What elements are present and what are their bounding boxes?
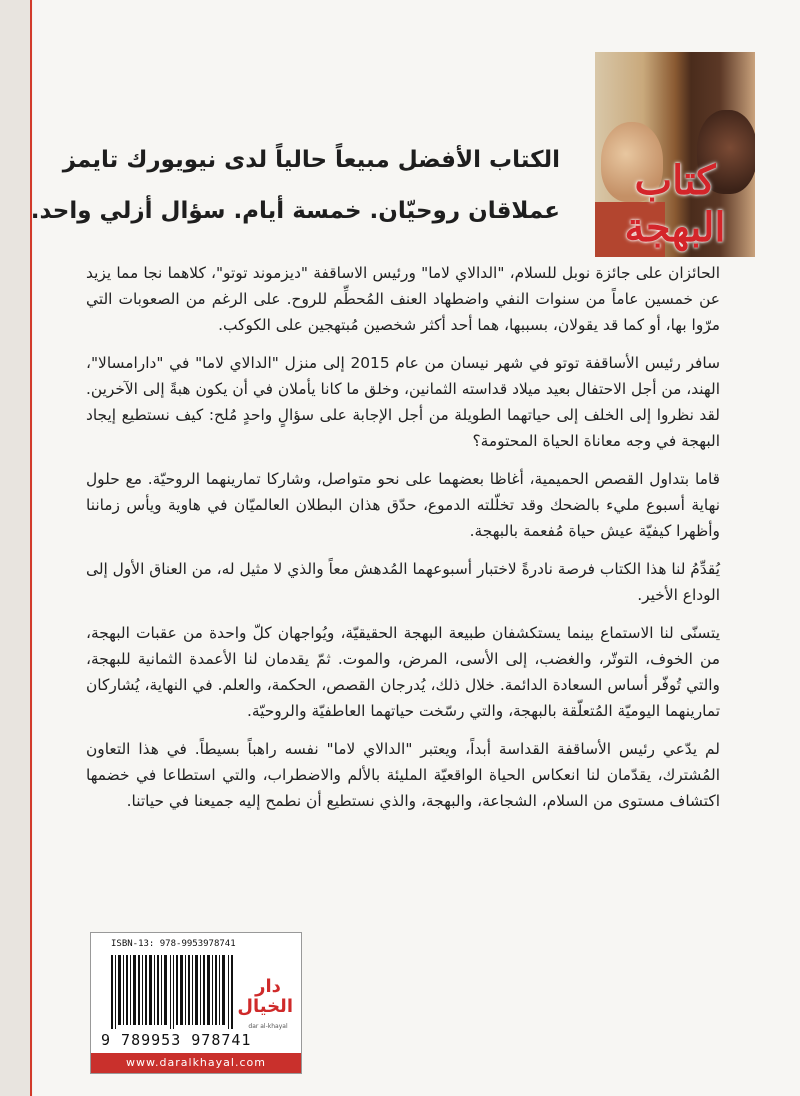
blurb-paragraph-1: الحائزان على جائزة نوبل للسلام، "الدالاي لاما" ورئيس الاساقفة "ديزموند توتو"، كلاهما نجا مما يزيد عن خمسين عاماً من سنوات النفي واضطهاد العنف المُحطِّم للروح. على الرغم من الصعوبات التي مرّوا بها، أو كما قد يقولان، بسببها، هما أحد أكثر شخصين مُبتهجين على الكوكب. xyxy=(86,264,720,334)
book-title-logo: كتاب البهجة xyxy=(624,157,726,251)
isbn-label: ISBN-13: 978-9953978741 xyxy=(111,939,236,949)
blurb-paragraph-3: قاما بتداول القصص الحميمية، أغاظا بعضهما على نحو متواصل، وشاركا تمارينهما الروحيّة. مع حلول نهاية أسبوع مليء بالضحك وقد تخلّلته الدموع، حدّق هذان البطلان العالميّان في هاوية ويأس زماننا وأظهرا كيفيّة عيش حياة مُفعمة بالبهجة. xyxy=(86,470,720,540)
publisher-name: دار الخيال xyxy=(237,976,293,1017)
spine-edge xyxy=(0,0,32,1096)
blurb-paragraph-6: لم يدّعي رئيس الأساقفة القداسة أبداً، ويعتبر "الدالاي لاما" نفسه راهباً بسيطاً. في هذا التعاون المُشترك، يقدّمان لنا انعكاس الحياة الواقعيّة المليئة بالألم والاضطراب، والتي استطاعا في خضمها اكتشاف مستوى من السلام، الشجاعة، والبهجة، والذي نستطيع أن نطمح إليه جميعنا في حياتنا. xyxy=(86,740,720,810)
blurb-paragraph-2: سافر رئيس الأساقفة توتو في شهر نيسان من عام 2015 إلى منزل "الدالاي لاما" في "دارامسالا"، الهند، من أجل الاحتفال بعيد ميلاد قداسته الثمانين، وخلق ما كانا يأملان في أن يكون هبةً إلى الآخرين. لقد نظروا إلى الخلف إلى حياتهما الطويلة من أجل الإجابة على سؤالٍ واحدٍ مُلح: كيف نستطيع إيجاد البهجة في وجه معاناة الحياة المحتومة؟ xyxy=(86,354,720,450)
publisher-subtitle: dar al-khayal xyxy=(248,1023,288,1030)
barcode-number: 9 789953 978741 xyxy=(101,1031,252,1049)
blurb-paragraph-4: يُقدِّمُ لنا هذا الكتاب فرصة نادرةً لاختبار أسبوعهما المُدهش معاً والذي لا مثيل له، من العناق الأول إلى الوداع الأخير. xyxy=(86,560,720,604)
publisher-logo xyxy=(237,976,293,1030)
cover-photo xyxy=(595,52,755,257)
website-url: www.daralkhayal.com xyxy=(91,1053,301,1073)
tagline-headline: عملاقان روحيّان. خمسة أيام. سؤال أزلي واحد. xyxy=(30,198,560,224)
bestseller-headline: الكتاب الأفضل مبيعاً حالياً لدى نيويورك تايمز xyxy=(62,147,560,173)
barcode-panel xyxy=(90,932,302,1074)
blurb-paragraph-5: يتسنّى لنا الاستماع بينما يستكشفان طبيعة البهجة الحقيقيّة، ويُواجهان كلّ واحدة من عقبات البهجة، من الخوف، التوتّر، والغضب، إلى الأسى، المرض، والموت. ثمّ يقدمان لنا الأعمدة الثمانية للبهجة، والتي تُوفّر أساس السعادة الدائمة. خلال ذلك، يُدرجان القصص، الحكمة، والعلم. في النهاية، يُشاركان تمارينهما اليوميّة المُتعلّقة بالبهجة، والتي رسّخت حياتهما العاطفيّة والروحيّة. xyxy=(86,624,720,720)
blurb-text xyxy=(86,260,720,826)
barcode-image xyxy=(111,955,236,1029)
